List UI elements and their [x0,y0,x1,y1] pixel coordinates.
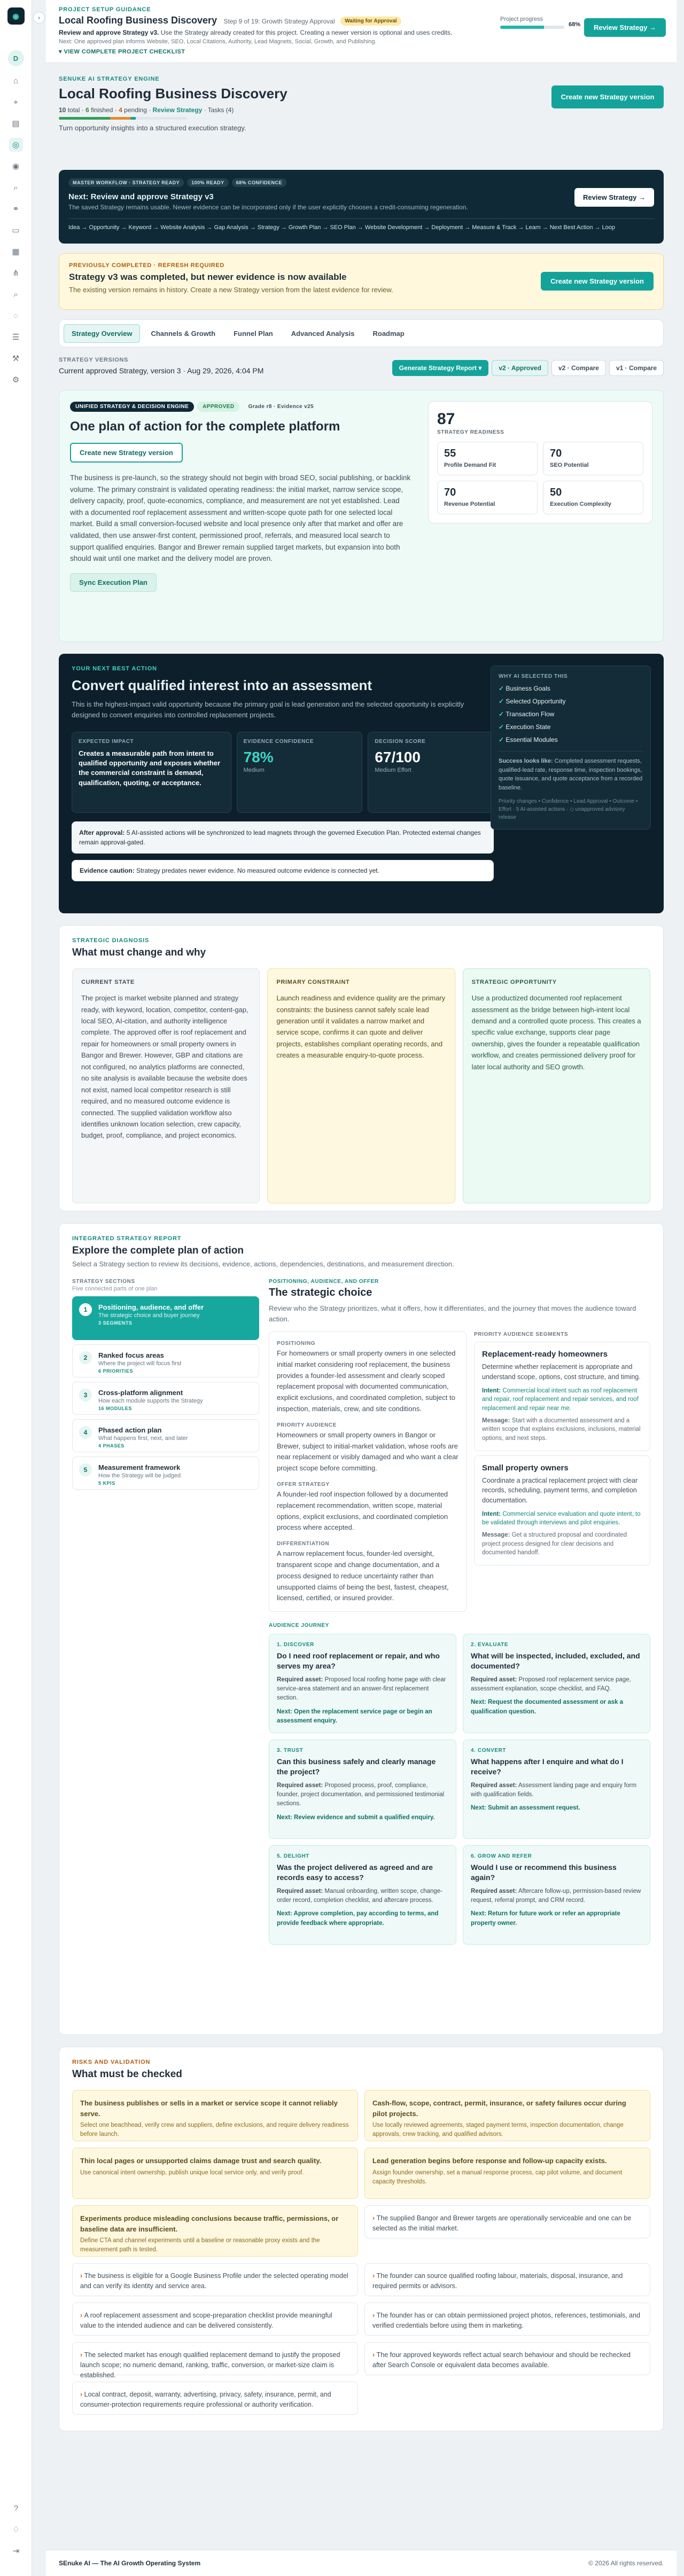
approved-chip: APPROVED [197,402,239,412]
version-approved-button[interactable]: v2 · Approved [492,360,548,376]
success-text: Completed assessment requests, qualified-lead rate, response time, inspection bookings, quote issuance, and quote acceptance from a recorded baseline. [499,758,643,791]
journey-asset [277,1675,448,1703]
current-state-text: The project is market website planned and strategy ready, with keyword, location, competitor, content-gap, local SEO, AI-citation, and authority intelligence complete. The approved offer is roof replacement and repair for homeowners or small property owners in Bangor and Brewer. However, GBP and citations are not configured, no analytics platforms are connected, no site analysis is available because the website does not exist, named local competitor research is still required, and no measured outcome evidence is connected. The supplied validation workflow also identifies unknown location selection, crew capacity, budget, proof, compliance, and project economics. [81,994,248,1140]
ready-badge: 100% READY [187,178,229,187]
mini-label: EVIDENCE CONFIDENCE [243,739,314,745]
journey-next: Next: Review evidence and submit a qualified enquiry. [277,1814,435,1821]
section-item-positioning[interactable] [72,1296,259,1340]
refresh-text: The existing version remains in history. Create a new Strategy version from the latest evidence for review. [69,286,393,294]
strategic-opportunity-label: STRATEGIC OPPORTUNITY [471,979,557,985]
engine-eyebrow: SENUKE AI STRATEGY ENGINE [59,76,160,82]
status-badge: Waiting for Approval [340,17,401,26]
mini-value: 67/100 [375,749,421,765]
why-item: ✓ Business Goals [499,685,643,692]
journey-next: Next: Open the replacement service page or begin an assessment enquiry. [277,1708,432,1724]
risks-validation [59,2047,664,2431]
journey-next: Next: Submit an assessment request. [471,1805,580,1812]
journey-card [269,1845,456,1945]
refresh-eyebrow: PREVIOUSLY COMPLETED · REFRESH REQUIRED [69,262,225,269]
intent-text: Commercial service evaluation and quote intent, to be validated through interviews and pilot enquiries. [482,1510,641,1526]
version-v1-compare-button[interactable]: v1 · Compare [609,360,664,376]
section-item-focus[interactable] [72,1344,259,1377]
assumption-item: › Local contract, deposit, warranty, advertising, privacy, safety, insurance, permit, and consumer-protection requirements require professional or authority verification. [72,2382,358,2415]
segment-intent [482,1387,642,1413]
section-number: 1 [79,1303,92,1316]
checklist-link[interactable]: ▾ VIEW COMPLETE PROJECT CHECKLIST [59,49,185,55]
help-icon[interactable]: ? [13,2503,19,2513]
section-item-phased[interactable] [72,1419,259,1452]
current-state [72,968,260,1203]
box-text: A founder-led roof inspection followed by a documented replacement recommendation, written scope, material options, explicit exclusions, and coordinated completion process where accepted. [277,1490,448,1532]
risk-card [72,2205,358,2257]
after-text: 5 AI-assisted actions will be synchronized to lead magnets through the governed Execution Plan. Protected external changes remain approval-gated. [79,829,481,846]
app-logo-icon[interactable]: ◉ [7,7,25,25]
tab-funnel-plan[interactable]: Funnel Plan [234,329,273,338]
section-title: Positioning, audience, and offer [98,1303,204,1311]
guidance-eyebrow: PROJECT SETUP GUIDANCE [59,6,151,13]
journey-question: What happens after I enquire and what do I receive? [471,1757,624,1776]
risk-title: Thin local pages or unsupported claims damage trust and search quality. [80,2157,322,2165]
section-title: Phased action plan [98,1426,162,1434]
engine-chip: UNIFIED STRATEGY & DECISION ENGINE [70,402,194,412]
intent-label: Intent: [482,1510,501,1517]
readiness-metric [543,481,643,514]
evidence-caution [72,860,494,881]
why-item: ✓ Selected Opportunity [499,698,643,705]
notifications-icon[interactable]: ♢ [12,2525,20,2534]
task-stats: 10 total · 6 finished · 4 pending · Review Strategy · Tasks (4) [59,106,234,114]
current-version: Current approved Strategy, version 3 · Aug 29, 2026, 4:04 PM [59,366,264,375]
plan-body: The business is pre-launch, so the strategy should not begin with broad SEO, social publishing, or backlink volume. The primary constraint is validated operating readiness: the initial market, narrow service scope, delivery capacity, proof, quote-economics, compliance, and measurement are not yet established. Lead with a documented roof replacement assessment and written-scope quote path for one selected local market. Build a small conversion-focused website and local presence only after that market and offer are validated, then use answer-first content, permissioned proof, referrals, and measured local search to support qualified enquiries. Bangor and Brewer remain supplied target markets, but expansion into both should wait until one market and the delivery model are proven. [70,474,411,563]
mini-value: Creates a measurable path from intent to qualified opportunity and exposes whether the commercial constraint is demand, qualification, quoting, or acceptance. [79,749,221,787]
stat-total: 10 [59,106,66,114]
refresh-create-button[interactable]: Create new Strategy version [541,272,654,291]
audience-journey [269,1623,650,1945]
metric-label: Execution Complexity [550,501,611,507]
grid-icon[interactable]: ▦ [12,247,20,256]
workflow-title: Next: Review and approve Strategy v3 [68,192,214,201]
tab-roadmap[interactable]: Roadmap [372,329,405,338]
refresh-title: Strategy v3 was completed, but newer evidence is now available [69,272,347,282]
sections-sub: Five connected parts of one plan [72,1286,158,1292]
why-label: WHY AI SELECTED THIS [499,674,568,679]
collapse-sidebar-icon[interactable]: › [33,12,45,24]
journey-question: What will be inspected, included, excluded, and documented? [471,1651,640,1671]
map-pin-icon[interactable]: ⌖ [13,97,18,107]
workflow-badge: MASTER WORKFLOW · STRATEGY READY [68,178,184,187]
asset-text: Manual onboarding, written scope, change-order record, completion checklist, and aftercare process. [277,1888,443,1904]
home-icon[interactable]: ⌂ [13,76,19,85]
progress-percent: 68% [568,21,580,28]
risk-title: Experiments produce misleading conclusions because traffic, permissions, or baseline data are insufficient. [80,2214,339,2233]
primary-constraint [267,968,455,1203]
section-count: 5 KPIS [98,1481,115,1486]
why-item: ✓ Execution State [499,723,643,731]
project-title: Local Roofing Business Discovery [59,15,217,26]
journey-asset [471,1887,642,1906]
journey-card [463,1740,650,1839]
risk-title: The business publishes or sells in a market or service scope it cannot reliably serve. [80,2099,338,2118]
stat-review[interactable]: Review Strategy [152,106,203,114]
plan-title: One plan of action for the complete platform [70,419,340,434]
progress-label: Project progress [500,16,543,22]
guidance-next: Next: One approved plan informs Website, SEO, Local Citations, Authority, Lead Magnets, Social, Growth, and Publishing. [59,38,377,45]
box-text: For homeowners or small property owners in one selected initial market considering roof replacement, the business provides a founder-led assessment and clearly scoped replacement proposal with documented communication, explicit exclusions, and coordinated completion, subject to inspection, materials, crew, and site conditions. [277,1349,456,1413]
step-indicator: Step 9 of 19: Growth Strategy Approval [223,18,335,25]
why-item: ✓ Transaction Flow [499,710,643,718]
journey-stage: 5. DELIGHT [277,1853,310,1860]
assumption-item: › The selected market has enough qualified replacement demand to justify the proposed launch scope; no numeric demand, ranking, traffic, conversion, or market-size claim is established. [72,2342,358,2375]
asset-label: Required asset: [471,1676,517,1683]
section-desc: The strategic choice and buyer journey [98,1312,200,1319]
version-actions [392,360,664,376]
asset-text: Proposed local roofing home page with clear service-area statement and an answer-first replacement section. [277,1676,446,1702]
journey-stage: 4. CONVERT [471,1748,507,1754]
grade-chip: Grade r8 · Evidence v25 [248,404,314,410]
generate-report-button[interactable]: Generate Strategy Report ▾ [392,360,489,376]
journey-asset [471,1781,642,1800]
box-label: POSITIONING [277,1341,316,1346]
journey-stage: 3. TRUST [277,1748,304,1754]
mini-value: 78% [243,749,274,765]
stat-finished-label: finished [91,106,113,114]
risk-mitigation: Use canonical intent ownership, publish unique local service only, and verify proof. [80,2169,304,2176]
stat-finished: 6 [86,106,89,114]
globe-icon[interactable]: ◌ [13,311,18,320]
footer-copyright: © 2026 All rights reserved. [588,2559,664,2567]
section-title: Cross-platform alignment [98,1389,183,1397]
stat-pending: 4 [119,106,122,114]
plan-create-button[interactable]: Create new Strategy version [70,443,183,463]
journey-card [269,1740,456,1839]
journey-next: Next: Return for future work or refer an appropriate property owner. [471,1911,620,1927]
next-action-text: This is the highest-impact valid opportunity because the primary goal is lead generation and the selected opportunity is explicitly designed to convert enquiries into controlled replacement projects. [72,700,464,719]
message-label: Message: [482,1417,510,1424]
journey-question: Do I need roof replacement or repair, and who serves my area? [277,1651,440,1671]
readiness-score: 87 [437,410,455,428]
stat-pending-label: pending [124,106,147,114]
readiness-panel [428,401,652,523]
risks-title: What must be checked [72,2069,182,2080]
journey-asset [471,1675,642,1694]
strategy-icon[interactable]: ◎ [9,138,23,152]
diagnosis-eyebrow: STRATEGIC DIAGNOSIS [72,937,150,944]
unified-plan-card [59,390,664,642]
risks-eyebrow: RISKS AND VALIDATION [72,2059,151,2065]
next-action-title: Convert qualified interest into an assessment [72,677,372,693]
metric-value: 70 [444,487,456,498]
readiness-metric [543,442,643,475]
asset-label: Required asset: [277,1888,323,1894]
mini-sub: Medium [243,767,265,773]
segment-card [474,1455,650,1566]
task-progress-bar [59,117,187,120]
message-label: Message: [482,1532,510,1539]
journey-next: Next: Approve completion, pay according to terms, and provide feedback where appropriate. [277,1911,439,1927]
message-text: Get a structured proposal and coordinated project process designed for clear decisions and documented handoff. [482,1532,627,1556]
section-number: 3 [79,1389,92,1401]
analytics-icon[interactable]: ⌕ [13,289,18,299]
tools-icon[interactable]: ⚒ [12,354,20,363]
chart-icon[interactable]: ▤ [12,119,20,128]
risk-mitigation: Assign founder ownership, set a manual response process, cap pilot volume, and document capacity thresholds. [372,2169,623,2185]
search-icon[interactable]: ⌕ [13,183,18,192]
diagnosis-title: What must change and why [72,947,206,958]
left-rail [0,0,40,2576]
caution-text: Strategy predates newer evidence. No measured outcome evidence is connected yet. [134,867,379,874]
primary-constraint-text: Launch readiness and evidence quality are the primary constraints: the business cannot safely scale lead generation until it validates a narrow market and service scope, confirms it can quote and deliver projects, establishes compliant operating records, and creates a measurable enquiry-to-quote process. [276,994,446,1060]
box-label: PRIORITY AUDIENCE [277,1422,337,1428]
metric-label: SEO Potential [550,462,589,468]
metric-value: 50 [550,487,562,498]
success-criteria [499,751,643,792]
risk-mitigation: Define CTA and channel experiments until a baseline or reasonable proxy exists and the measurement path is tested. [80,2237,320,2253]
assumption-item: › The business is eligible for a Google Business Profile under the selected operating model and can verify its identity and service area. [72,2263,358,2296]
target-icon[interactable]: ◉ [12,162,20,171]
section-title: Ranked focus areas [98,1351,164,1359]
progress-fill [500,26,544,29]
why-selected-panel [491,665,651,829]
segment-title: Replacement-ready homeowners [482,1350,608,1359]
sections-label: STRATEGY SECTIONS [72,1279,135,1285]
report-eyebrow: INTEGRATED STRATEGY REPORT [72,1235,182,1242]
strategic-opportunity-text: Use a productized documented roof replacement assessment as the bridge between high-intent local demand and a controlled quote process. This creates a specific value exchange, supports clear page ownership, gives the founder a repeatable qualification workflow, and creates permissioned delivery proof for later local authority and SEO growth. [471,994,641,1071]
intent-text: Commercial local intent such as roof replacement and repair, roof replacement and repair services, and roof replacement and repair near me. [482,1387,639,1412]
asset-text: Assessment landing page and enquiry form with qualification fields. [471,1782,637,1798]
journey-question: Would I use or recommend this business again? [471,1863,617,1882]
readiness-metric [437,481,538,514]
journey-asset [277,1781,448,1809]
journey-card [463,1634,650,1733]
decision-score [368,732,494,813]
create-strategy-version-button[interactable]: Create new Strategy version [551,85,664,108]
segment-text: Coordinate a practical replacement project with clear records, scheduling, payment terms, and completion documentation. [482,1476,638,1505]
box-label: DIFFERENTIATION [277,1541,330,1547]
assumption-item: › The supplied Bangor and Brewer targets are operationally serviceable and one can be selected as the initial market. [364,2205,650,2238]
section-count: 6 PRIORITIES [98,1368,133,1374]
project-progress [500,16,564,29]
caution-label: Evidence caution: [80,867,135,874]
guidance-strong: Review and approve Strategy v3. [59,29,159,36]
journey-stage: 1. DISCOVER [277,1642,314,1648]
journey-asset [277,1887,448,1906]
segment-text: Determine whether replacement is appropriate and understand scope, options, cost structure, and timing. [482,1363,641,1381]
asset-label: Required asset: [277,1782,323,1789]
journey-question: Can this business safely and clearly manage the project? [277,1757,436,1776]
page-footer [46,2550,677,2576]
tab-strategy-overview[interactable]: Strategy Overview [64,324,140,343]
journey-question: Was the project delivered as agreed and are records easy to access? [277,1863,433,1882]
tab-advanced-analysis[interactable]: Advanced Analysis [291,329,355,338]
success-label: Success looks like: [499,758,553,764]
page-title: Local Roofing Business Discovery [59,85,287,101]
report-text: Select a Strategy section to review its decisions, evidence, actions, dependencies, destinations, and measurement direction. [72,1260,454,1268]
primary-constraint-label: PRIMARY CONSTRAINT [276,979,350,985]
strategic-opportunity [463,968,650,1203]
mini-label: DECISION SCORE [375,739,426,745]
box-text: A narrow replacement focus, founder-led oversight, transparent scope and change documentation, and a process designed to reduce uncertainty rather than unsupported claims of being the best, fastest, cheapest, licensed, certified, or insured provider. [277,1549,449,1602]
refresh-banner [59,253,664,310]
version-compare-button[interactable]: v2 · Compare [551,360,606,376]
risk-card [72,2148,358,2199]
review-strategy-button[interactable]: Review Strategy → [584,18,666,37]
mini-label: EXPECTED IMPACT [79,739,134,745]
strategic-diagnosis [59,925,664,1211]
journey-label: AUDIENCE JOURNEY [269,1623,329,1629]
report-title: Explore the complete plan of action [72,1245,244,1256]
section-desc: What happens first, next, and later [98,1435,188,1442]
section-desc: How the Strategy will be judged [98,1473,181,1479]
guidance-detail: Use the Strategy already created for this project. Creating a newer version is optional and uses credits. [159,29,453,36]
risk-card [364,2090,650,2141]
share-icon[interactable]: ⋔ [12,269,19,278]
risk-card [364,2148,650,2199]
expected-impact [72,732,231,813]
asset-text: Proposed process, proof, compliance, founder, project documentation, and permissioned testimonial sections. [277,1782,445,1807]
stat-total-label: total [67,106,80,114]
next-action-eyebrow: YOUR NEXT BEST ACTION [72,665,157,672]
metric-value: 70 [550,448,562,459]
section-count: 16 MODULES [98,1406,132,1411]
why-footnote: Priority changes • Confidence • Lead Approval • Outcome • Effort · 5 AI-assisted actions · ◇ unapproved advisory release [499,798,638,820]
metric-value: 55 [444,448,456,459]
detail-text: Review who the Strategy prioritizes, what it offers, how it differentiates, and the journey that moves the audience toward action. [269,1304,636,1323]
guidance-text [59,29,664,36]
asset-label: Required asset: [471,1888,517,1894]
after-label: After approval: [79,829,125,836]
mini-sub: Medium Effort [375,767,411,773]
strategy-versions [59,347,664,387]
section-item-alignment[interactable] [72,1382,259,1415]
asset-label: Required asset: [471,1782,517,1789]
positioning-box [269,1332,467,1612]
section-desc: How each module supports the Strategy [98,1398,203,1404]
intent-label: Intent: [482,1387,501,1394]
journey-next: Next: Request the documented assessment or ask a qualification question. [471,1699,624,1715]
why-item: ✓ Essential Modules [499,736,643,743]
avatar[interactable]: D [8,50,24,66]
after-approval-note [72,821,494,854]
list-icon[interactable]: ☰ [12,333,20,342]
risk-title: Lead generation begins before response and follow-up capacity exists. [372,2157,607,2165]
section-number: 2 [79,1351,92,1364]
section-number: 5 [79,1463,92,1476]
risk-mitigation: Use locally reviewed agreements, staged payment terms, inspection documentation, change approvals, crew tracking, and qualified advisors. [372,2122,624,2138]
asset-text: Proposed roof replacement service page, assessment explanation, scope checklist, and FAQ. [471,1676,631,1693]
next-best-action [59,654,664,913]
current-state-label: CURRENT STATE [81,979,135,985]
section-count: 4 PHASES [98,1443,125,1448]
stat-tasks[interactable]: Tasks (4) [207,106,234,114]
risk-mitigation: Select one beachhead, verify crew and suppliers, define exclusions, and require delivery readiness before launch. [80,2122,349,2138]
workflow-review-button[interactable]: Review Strategy → [574,188,654,207]
risk-card [72,2090,358,2141]
logout-icon[interactable]: ⇥ [12,2547,20,2556]
engine-header [59,73,664,170]
section-title: Measurement framework [98,1463,181,1471]
detail-eyebrow: POSITIONING, AUDIENCE, AND OFFER [269,1279,379,1285]
journey-stage: 6. GROW AND REFER [471,1853,532,1860]
section-item-measurement[interactable] [72,1457,259,1490]
tab-channels-growth[interactable]: Channels & Growth [151,329,216,338]
confidence-badge: 68% CONFIDENCE [232,178,286,187]
settings-icon[interactable]: ⚙ [12,375,20,385]
progress-bar [500,26,564,29]
assumption-item: › The founder can source qualified roofing labour, materials, disposal, insurance, and required permits or advisors. [364,2263,650,2296]
engine-tagline: Turn opportunity insights into a structured execution strategy. [59,124,246,132]
section-detail [269,1279,650,1945]
segment-title: Small property owners [482,1463,569,1473]
workflow-flow: Idea → Opportunity → Keyword → Website Analysis → Gap Analysis → Strategy → Growth Plan → SEO Plan → Website Development → Deployment → Measure & Track → Learn → Next Best Action → Loop [68,218,654,231]
risk-title: Cash-flow, scope, contract, permit, insurance, or safety failures occur during pilot projects. [372,2099,626,2118]
segment-card [474,1342,650,1451]
detail-title: The strategic choice [269,1287,372,1298]
assumption-item: › The four approved keywords reflect actual search behaviour and should be rechecked after Search Console or equivalent data becomes available. [364,2342,650,2375]
readiness-label: STRATEGY READINESS [437,429,504,435]
strategy-sections [72,1279,259,1945]
segments-label: PRIORITY AUDIENCE SEGMENTS [474,1332,569,1337]
section-count: 3 SEGMENTS [98,1320,133,1326]
audience-segments [474,1332,650,1612]
message-text: Start with a documented assessment and a written scope that explains exclusions, inclusions, material options, and next steps. [482,1417,641,1442]
link-icon[interactable]: ⚭ [12,205,19,214]
journey-card [269,1634,456,1733]
strategy-tabs [59,319,664,347]
readiness-metric [437,442,538,475]
segment-message [482,1531,642,1557]
box-text: Homeowners or small property owners in Bangor or Brewer, subject to initial-market validation, whose roofs are near replacement or visibly damaged and who want a clear project scope before committing. [277,1430,458,1473]
workflow-panel [59,170,664,244]
journey-stage: 2. EVALUATE [471,1642,509,1648]
asset-label: Required asset: [277,1676,323,1683]
metric-label: Profile Demand Fit [444,462,496,468]
assumption-item: › A roof replacement assessment and scope-preparation checklist provide meaningful value to the intended audience and can be delivered consistently. [72,2303,358,2336]
document-icon[interactable]: ▭ [12,226,20,235]
integrated-report [59,1223,664,2035]
asset-text: Aftercare follow-up, permission-based review request, referral prompt, and CRM record. [471,1888,641,1904]
sync-execution-button[interactable]: Sync Execution Plan [70,573,157,592]
journey-card [463,1845,650,1945]
segment-message [482,1416,642,1443]
assumption-item: › The founder has or can obtain permissioned project photos, references, testimonials, and verified credentials before using them in marketing. [364,2303,650,2336]
setup-guidance-bar [46,0,677,63]
section-number: 4 [79,1426,92,1439]
box-label: OFFER STRATEGY [277,1481,330,1487]
footer-brand: SEnuke AI — The AI Growth Operating System [59,2559,201,2567]
section-desc: Where the project will focus first [98,1360,182,1367]
metric-label: Revenue Potential [444,501,495,507]
workflow-text: The saved Strategy remains usable. Newer evidence can be incorporated only if the user explicitly chooses a credit-consuming regeneration. [68,203,468,211]
evidence-confidence [237,732,363,813]
versions-label: STRATEGY VERSIONS [59,357,129,363]
segment-intent [482,1510,642,1528]
